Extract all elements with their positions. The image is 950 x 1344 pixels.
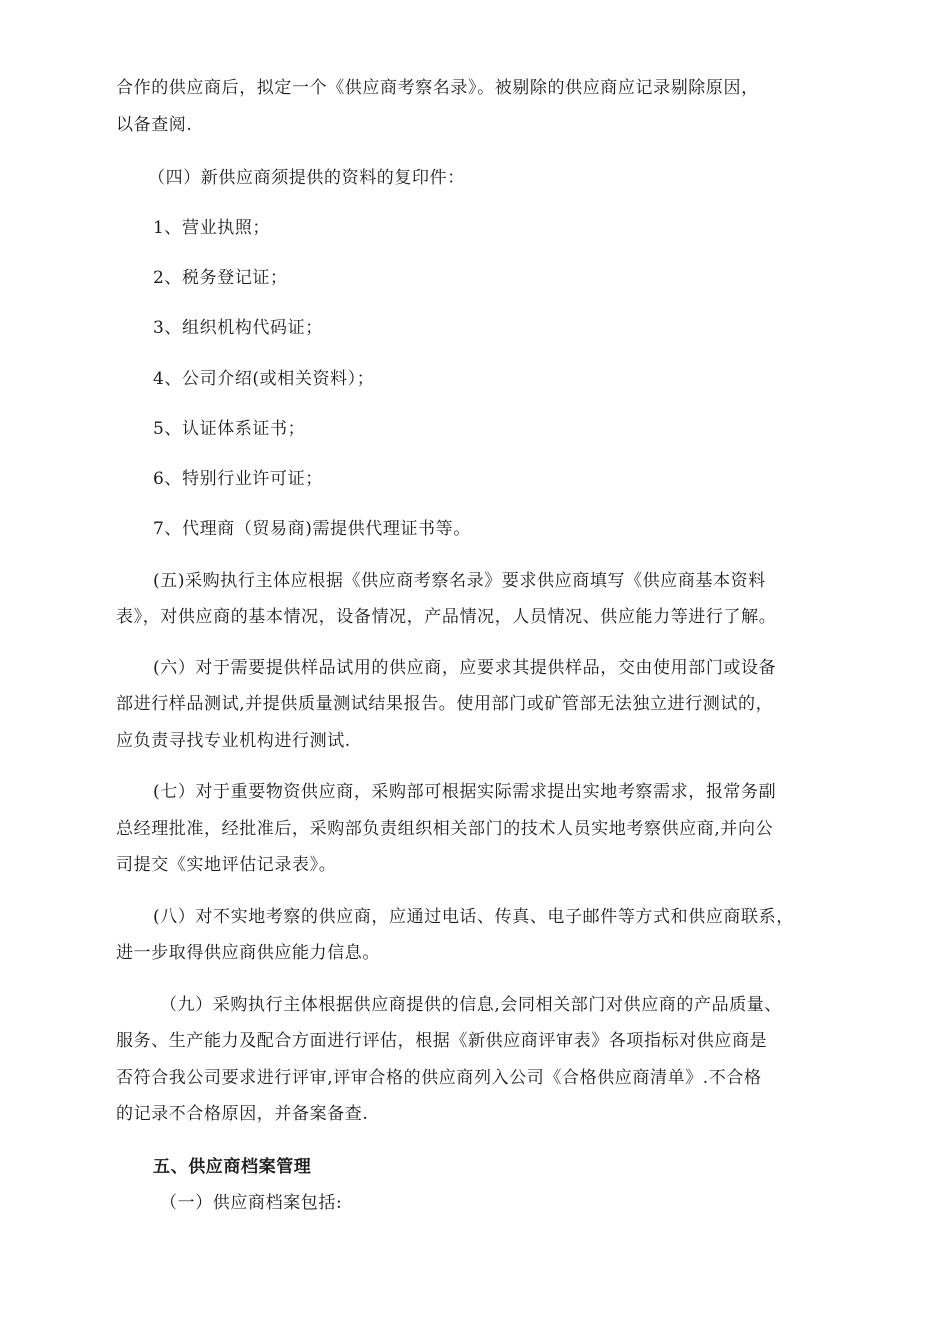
paragraph-line: (五)采购执行主体应根据《供应商考察名录》要求供应商填写《供应商基本资料 — [153, 571, 766, 591]
paragraph-line: 进一步取得供应商供应能力信息。 — [116, 943, 380, 963]
paragraph-line: 以备查阅. — [116, 115, 193, 135]
paragraph-line: 部进行样品测试,并提供质量测试结果报告。使用部门或矿管部无法独立进行测试的， — [116, 694, 774, 714]
list-item: 1、营业执照； — [153, 218, 271, 238]
paragraph-line: （九）采购执行主体根据供应商提供的信息,会同相关部门对供应商的产品质量、 — [160, 995, 783, 1015]
paragraph-line: 合作的供应商后，拟定一个《供应商考察名录》。被剔除的供应商应记录剔除原因， — [116, 78, 759, 98]
list-item: 6、特别行业许可证； — [153, 469, 323, 489]
list-item: 7、代理商（贸易商)需提供代理证书等。 — [153, 519, 471, 539]
paragraph-line: 应负责寻找专业机构进行测试. — [116, 731, 351, 751]
paragraph-line: 总经理批准，经批准后，采购部负责组织相关部门的技术人员实地考察供应商,并向公 — [116, 819, 774, 839]
paragraph-line: 的记录不合格原因，并备案备查. — [116, 1104, 369, 1124]
paragraph-line: 司提交《实地评估记录表》。 — [116, 855, 337, 875]
section-subheading: （一）供应商档案包括: — [160, 1193, 343, 1213]
paragraph-line: 否符合我公司要求进行评审,评审合格的供应商列入公司《合格供应商清单》.不合格 — [116, 1068, 762, 1088]
section-heading: 五、供应商档案管理 — [153, 1157, 312, 1177]
paragraph-line: (八）对不实地考察的供应商，应通过电话、传真、电子邮件等方式和供应商联系， — [153, 907, 794, 927]
list-item: 2、税务登记证； — [153, 268, 288, 288]
paragraph-line: 服务、生产能力及配合方面进行评估，根据《新供应商评审表》各项指标对供应商是 — [116, 1031, 768, 1051]
list-item: 4、公司介绍(或相关资料）； — [153, 369, 375, 389]
paragraph-line: 表》，对供应商的基本情况，设备情况，产品情况，人员情况、供应能力等进行了解。 — [116, 607, 777, 627]
list-item: 5、认证体系证书； — [153, 419, 306, 439]
paragraph-line: (六）对于需要提供样品试用的供应商，应要求其提供样品，交由使用部门或设备 — [153, 658, 777, 678]
list-item: 3、组织机构代码证； — [153, 318, 323, 338]
paragraph-line: （四）新供应商须提供的资料的复印件： — [148, 168, 465, 188]
paragraph-line: (七）对于重要物资供应商，采购部可根据实际需求提出实地考察需求，报常务副 — [153, 782, 777, 802]
